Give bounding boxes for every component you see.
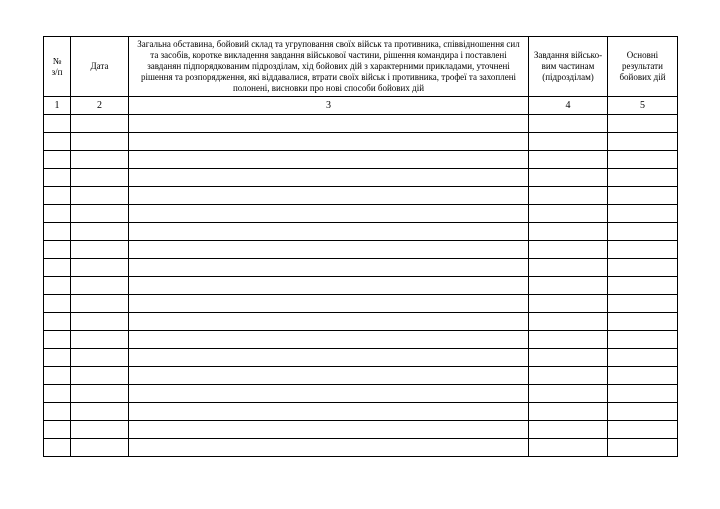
table-cell[interactable] (71, 169, 129, 187)
table-row (44, 259, 678, 277)
table-cell[interactable] (529, 439, 608, 457)
column-number-1: 1 (44, 97, 71, 115)
table-cell[interactable] (71, 331, 129, 349)
table-cell[interactable] (44, 133, 71, 151)
column-number-row (44, 97, 678, 115)
table-cell[interactable] (608, 295, 678, 313)
table-row (44, 349, 678, 367)
table-cell[interactable] (529, 169, 608, 187)
table-cell[interactable] (529, 367, 608, 385)
table-row (44, 115, 678, 133)
table-cell[interactable] (44, 439, 71, 457)
table-cell[interactable] (71, 205, 129, 223)
table-cell[interactable] (71, 403, 129, 421)
table-cell[interactable] (608, 367, 678, 385)
table-cell[interactable] (129, 403, 529, 421)
table-cell[interactable] (71, 421, 129, 439)
header-date-label: Дата (90, 61, 109, 71)
combat-journal-table-wrapper (43, 36, 678, 457)
table-row (44, 151, 678, 169)
table-row (44, 187, 678, 205)
table-cell[interactable] (44, 313, 71, 331)
table-cell[interactable] (71, 151, 129, 169)
table-cell[interactable] (44, 259, 71, 277)
table-row (44, 421, 678, 439)
table-cell[interactable] (71, 259, 129, 277)
table-row (44, 223, 678, 241)
table-cell[interactable] (529, 241, 608, 259)
table-cell[interactable] (44, 295, 71, 313)
table-cell[interactable] (608, 331, 678, 349)
table-cell[interactable] (129, 223, 529, 241)
table-cell[interactable] (71, 349, 129, 367)
table-cell[interactable] (129, 187, 529, 205)
table-cell[interactable] (608, 349, 678, 367)
header-tasks-label: Завдання військо-вим частинам (підрозділам) (533, 50, 603, 82)
table-cell[interactable] (529, 205, 608, 223)
table-cell[interactable] (44, 385, 71, 403)
table-cell[interactable] (129, 133, 529, 151)
table-row (44, 277, 678, 295)
table-cell[interactable] (529, 295, 608, 313)
table-cell[interactable] (44, 349, 71, 367)
table-cell[interactable] (129, 115, 529, 133)
table-cell[interactable] (44, 151, 71, 169)
table-cell[interactable] (608, 223, 678, 241)
table-cell[interactable] (529, 313, 608, 331)
table-cell[interactable] (608, 259, 678, 277)
table-cell[interactable] (529, 223, 608, 241)
table-cell[interactable] (44, 115, 71, 133)
table-row (44, 385, 678, 403)
table-cell[interactable] (71, 115, 129, 133)
table-row (44, 331, 678, 349)
table-cell[interactable] (129, 367, 529, 385)
table-cell[interactable] (608, 169, 678, 187)
header-number (44, 37, 71, 97)
table-cell[interactable] (129, 385, 529, 403)
header-date (71, 37, 129, 97)
table-row (44, 169, 678, 187)
table-cell[interactable] (71, 187, 129, 205)
table-cell[interactable] (529, 277, 608, 295)
table-cell[interactable] (529, 349, 608, 367)
table-cell[interactable] (129, 331, 529, 349)
table-cell[interactable] (529, 385, 608, 403)
table-row (44, 295, 678, 313)
table-cell[interactable] (529, 403, 608, 421)
table-cell[interactable] (129, 295, 529, 313)
table-cell[interactable] (44, 187, 71, 205)
table-cell[interactable] (129, 421, 529, 439)
table-cell[interactable] (129, 241, 529, 259)
column-number-4: 4 (529, 97, 608, 115)
header-results-label: Основні результати бойових дій (619, 50, 666, 82)
header-description (129, 37, 529, 97)
table-row (44, 403, 678, 421)
header-row (44, 37, 678, 97)
table-cell[interactable] (71, 223, 129, 241)
table-cell[interactable] (71, 295, 129, 313)
table-row (44, 241, 678, 259)
table-cell[interactable] (129, 205, 529, 223)
table-row (44, 367, 678, 385)
table-cell[interactable] (608, 277, 678, 295)
table-cell[interactable] (608, 205, 678, 223)
table-cell[interactable] (608, 313, 678, 331)
table-cell[interactable] (44, 331, 71, 349)
table-cell[interactable] (44, 169, 71, 187)
table-cell[interactable] (44, 277, 71, 295)
table-row (44, 439, 678, 457)
header-tasks (529, 37, 608, 97)
table-cell[interactable] (129, 349, 529, 367)
table-cell[interactable] (44, 241, 71, 259)
table-cell[interactable] (44, 367, 71, 385)
column-number-5: 5 (608, 97, 678, 115)
combat-journal-table (43, 36, 678, 457)
table-cell[interactable] (71, 367, 129, 385)
table-cell[interactable] (608, 385, 678, 403)
table-cell[interactable] (129, 259, 529, 277)
table-cell[interactable] (529, 331, 608, 349)
table-cell[interactable] (71, 313, 129, 331)
table-row (44, 205, 678, 223)
header-results (608, 37, 678, 97)
table-cell[interactable] (529, 151, 608, 169)
table-cell[interactable] (529, 259, 608, 277)
table-cell[interactable] (608, 421, 678, 439)
table-cell[interactable] (71, 439, 129, 457)
table-cell[interactable] (529, 115, 608, 133)
table-cell[interactable] (44, 403, 71, 421)
table-cell[interactable] (529, 421, 608, 439)
table-cell[interactable] (608, 403, 678, 421)
table-cell[interactable] (608, 241, 678, 259)
table-cell[interactable] (608, 133, 678, 151)
table-body (44, 115, 678, 457)
table-cell[interactable] (608, 151, 678, 169)
table-cell[interactable] (71, 277, 129, 295)
table-cell[interactable] (129, 169, 529, 187)
table-cell[interactable] (44, 421, 71, 439)
table-cell[interactable] (529, 133, 608, 151)
table-cell[interactable] (71, 241, 129, 259)
table-cell[interactable] (608, 187, 678, 205)
header-description-label: Загальна обставина, бойовий склад та угруповання своїх військ та противника, співвідношення сил та засобів, коротке викладення завдання військової частини, рішення командира і поставлені завданян підпорядкованим підрозділам, хід бойових дій з характерними прикладами, уточнені рішення та розпорядження, які віддавалися, втрати своїх військ і противника, трофеї та захоплені полонені, висновки про нові способи бойових дій (137, 39, 520, 93)
table-cell[interactable] (44, 205, 71, 223)
table-cell[interactable] (129, 313, 529, 331)
column-number-3: 3 (129, 97, 529, 115)
table-cell[interactable] (608, 439, 678, 457)
table-cell[interactable] (129, 151, 529, 169)
table-cell[interactable] (529, 187, 608, 205)
table-cell[interactable] (608, 115, 678, 133)
column-number-2: 2 (71, 97, 129, 115)
table-cell[interactable] (71, 133, 129, 151)
table-row (44, 133, 678, 151)
table-cell[interactable] (129, 439, 529, 457)
table-row (44, 313, 678, 331)
table-cell[interactable] (44, 223, 71, 241)
table-cell[interactable] (71, 385, 129, 403)
header-number-label: № з/п (51, 55, 63, 77)
table-cell[interactable] (129, 277, 529, 295)
